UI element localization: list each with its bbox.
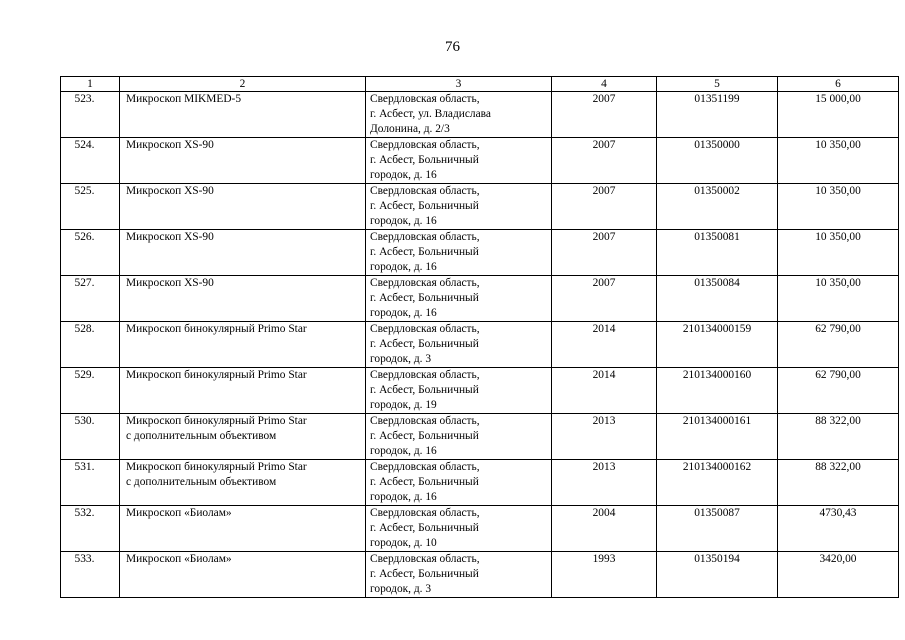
item-name-line: Микроскоп «Биолам» (126, 553, 232, 565)
item-name-cell (120, 506, 366, 552)
row-number-cell: 523. (61, 92, 120, 138)
item-name-line: с дополнительным объективом (126, 430, 277, 442)
inventory-number-cell: 01351199 (657, 92, 778, 138)
year-cell: 1993 (552, 552, 657, 598)
address-line: г. Асбест, Больничный (370, 430, 479, 442)
table-row (61, 506, 899, 552)
item-name-line: с дополнительным объективом (126, 476, 277, 488)
address-line: г. Асбест, Больничный (370, 568, 479, 580)
address-line: Долонина, д. 2/3 (370, 123, 450, 135)
item-name-cell (120, 368, 366, 414)
cost-cell: 62 790,00 (778, 322, 899, 368)
year-cell: 2013 (552, 460, 657, 506)
address-line: городок, д. 3 (370, 583, 432, 595)
table-row (61, 414, 899, 460)
address-line: городок, д. 16 (370, 307, 437, 319)
row-number-cell: 532. (61, 506, 120, 552)
item-name-line: Микроскоп «Биолам» (126, 507, 232, 519)
address-line: Свердловская область, (370, 231, 480, 243)
address-line: городок, д. 16 (370, 445, 437, 457)
item-name-line: Микроскоп бинокулярный Primo Star (126, 323, 307, 335)
cost-cell: 10 350,00 (778, 184, 899, 230)
address-cell (366, 184, 552, 230)
address-line: г. Асбест, Больничный (370, 292, 479, 304)
year-cell: 2004 (552, 506, 657, 552)
row-number-cell: 526. (61, 230, 120, 276)
inventory-number-cell: 01350194 (657, 552, 778, 598)
item-name-line: Микроскоп бинокулярный Primo Star (126, 369, 307, 381)
item-name-cell (120, 414, 366, 460)
address-cell (366, 276, 552, 322)
inventory-number-cell: 210134000160 (657, 368, 778, 414)
year-cell: 2014 (552, 322, 657, 368)
item-name-line: Микроскоп бинокулярный Primo Star (126, 415, 307, 427)
cost-cell: 10 350,00 (778, 276, 899, 322)
row-number-cell: 525. (61, 184, 120, 230)
year-cell: 2007 (552, 184, 657, 230)
address-line: Свердловская область, (370, 553, 480, 565)
cost-cell: 88 322,00 (778, 414, 899, 460)
row-number-cell: 527. (61, 276, 120, 322)
address-line: городок, д. 16 (370, 491, 437, 503)
row-number-cell: 533. (61, 552, 120, 598)
column-number: 2 (120, 77, 366, 92)
table-row (61, 184, 899, 230)
address-line: Свердловская область, (370, 93, 480, 105)
table-row (61, 322, 899, 368)
item-name-cell (120, 552, 366, 598)
address-line: г. Асбест, Больничный (370, 200, 479, 212)
address-cell (366, 322, 552, 368)
address-cell (366, 92, 552, 138)
item-name-cell (120, 276, 366, 322)
year-cell: 2007 (552, 138, 657, 184)
inventory-number-cell: 210134000162 (657, 460, 778, 506)
address-line: городок, д. 16 (370, 261, 437, 273)
address-line: городок, д. 19 (370, 399, 437, 411)
address-line: городок, д. 3 (370, 353, 432, 365)
table-row (61, 460, 899, 506)
cost-cell: 10 350,00 (778, 138, 899, 184)
address-line: Свердловская область, (370, 323, 480, 335)
year-cell: 2007 (552, 276, 657, 322)
address-line: Свердловская область, (370, 507, 480, 519)
address-line: г. Асбест, Больничный (370, 384, 479, 396)
item-name-line: Микроскоп бинокулярный Primo Star (126, 461, 307, 473)
address-line: г. Асбест, ул. Владислава (370, 108, 491, 120)
address-line: Свердловская область, (370, 461, 480, 473)
table-row (61, 230, 899, 276)
address-line: г. Асбест, Больничный (370, 476, 479, 488)
year-cell: 2013 (552, 414, 657, 460)
address-line: Свердловская область, (370, 185, 480, 197)
cost-cell: 4730,43 (778, 506, 899, 552)
inventory-number-cell: 01350000 (657, 138, 778, 184)
cost-cell: 3420,00 (778, 552, 899, 598)
item-name-cell (120, 460, 366, 506)
address-line: Свердловская область, (370, 277, 480, 289)
cost-cell: 10 350,00 (778, 230, 899, 276)
item-name-line: Микроскоп XS-90 (126, 185, 214, 197)
inventory-number-cell: 01350084 (657, 276, 778, 322)
row-number-cell: 529. (61, 368, 120, 414)
item-name-cell (120, 322, 366, 368)
column-number: 6 (778, 77, 899, 92)
cost-cell: 88 322,00 (778, 460, 899, 506)
equipment-table (60, 76, 899, 598)
address-cell (366, 368, 552, 414)
inventory-number-cell: 01350002 (657, 184, 778, 230)
item-name-line: Микроскоп XS-90 (126, 139, 214, 151)
item-name-cell (120, 92, 366, 138)
address-line: г. Асбест, Больничный (370, 522, 479, 534)
address-cell (366, 138, 552, 184)
column-number: 4 (552, 77, 657, 92)
inventory-number-cell: 210134000159 (657, 322, 778, 368)
table-row (61, 92, 899, 138)
table-row (61, 552, 899, 598)
row-number-cell: 524. (61, 138, 120, 184)
address-line: Свердловская область, (370, 415, 480, 427)
row-number-cell: 528. (61, 322, 120, 368)
table-row (61, 138, 899, 184)
item-name-cell (120, 138, 366, 184)
address-cell (366, 506, 552, 552)
address-line: Свердловская область, (370, 139, 480, 151)
row-number-cell: 530. (61, 414, 120, 460)
cost-cell: 62 790,00 (778, 368, 899, 414)
table-row (61, 276, 899, 322)
inventory-number-cell: 01350087 (657, 506, 778, 552)
address-line: г. Асбест, Больничный (370, 154, 479, 166)
year-cell: 2007 (552, 92, 657, 138)
table-row (61, 368, 899, 414)
column-number-row (61, 77, 899, 92)
address-line: Свердловская область, (370, 369, 480, 381)
address-line: г. Асбест, Больничный (370, 246, 479, 258)
item-name-line: Микроскоп MIKMED-5 (126, 93, 242, 105)
address-line: городок, д. 16 (370, 215, 437, 227)
address-cell (366, 414, 552, 460)
column-number: 1 (61, 77, 120, 92)
column-number: 3 (366, 77, 552, 92)
address-line: городок, д. 16 (370, 169, 437, 181)
item-name-cell (120, 184, 366, 230)
page-number: 76 (445, 39, 460, 55)
item-name-line: Микроскоп XS-90 (126, 231, 214, 243)
address-cell (366, 230, 552, 276)
year-cell: 2014 (552, 368, 657, 414)
cost-cell: 15 000,00 (778, 92, 899, 138)
inventory-number-cell: 01350081 (657, 230, 778, 276)
year-cell: 2007 (552, 230, 657, 276)
address-cell (366, 552, 552, 598)
inventory-number-cell: 210134000161 (657, 414, 778, 460)
item-name-line: Микроскоп XS-90 (126, 277, 214, 289)
item-name-cell (120, 230, 366, 276)
address-line: городок, д. 10 (370, 537, 437, 549)
address-cell (366, 460, 552, 506)
column-number: 5 (657, 77, 778, 92)
row-number-cell: 531. (61, 460, 120, 506)
address-line: г. Асбест, Больничный (370, 338, 479, 350)
